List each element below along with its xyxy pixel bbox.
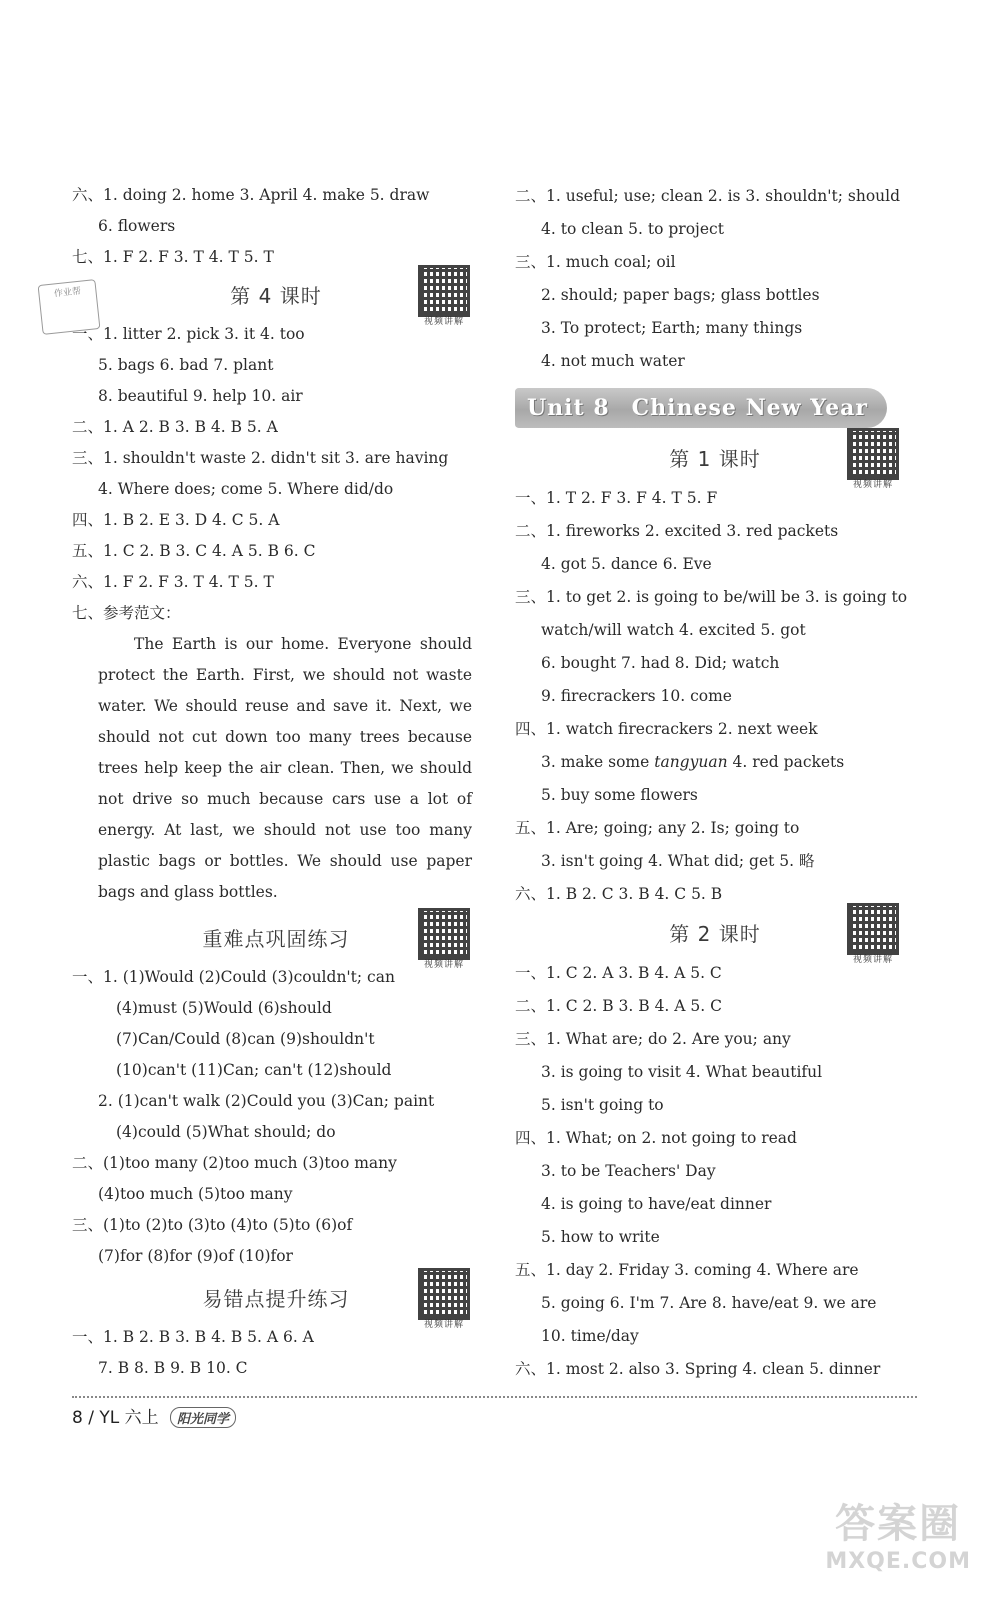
brand-logo: 阳光同学 bbox=[170, 1407, 236, 1428]
answer-line: 五、1. Are; going; any 2. Is; going to bbox=[515, 819, 800, 837]
unit-title: Chinese New Year bbox=[631, 395, 868, 421]
qr-code-icon bbox=[847, 428, 899, 480]
lesson-title: 第 4 课时 bbox=[230, 284, 322, 308]
qr-code[interactable] bbox=[416, 908, 472, 971]
homework-stamp bbox=[38, 279, 101, 335]
lesson-title: 第 2 课时 bbox=[669, 922, 761, 946]
answer-line: 5. bags 6. bad 7. plant bbox=[98, 356, 274, 374]
qr-label: 视频讲解 bbox=[852, 955, 893, 965]
answer-line: (4)too much (5)too many bbox=[98, 1185, 293, 1203]
answer-line bbox=[515, 746, 915, 779]
answer-line: 8. beautiful 9. help 10. air bbox=[98, 387, 303, 405]
qr-code-icon bbox=[418, 1268, 470, 1320]
qr-code[interactable] bbox=[416, 265, 472, 328]
qr-code-icon bbox=[418, 908, 470, 960]
answer-line: 二、1. useful; use; clean 2. is 3. shouldn't; should bbox=[515, 187, 901, 205]
answer-line: 2. should; paper bags; glass bottles bbox=[541, 286, 820, 304]
answer-line: 二、1. A 2. B 3. B 4. B 5. A bbox=[72, 418, 278, 436]
answer-line: 4. got 5. dance 6. Eve bbox=[541, 555, 712, 573]
qr-code-icon bbox=[418, 265, 470, 317]
lesson-title: 第 1 课时 bbox=[669, 447, 761, 471]
answer-line: 二、(1)too many (2)too much (3)too many bbox=[72, 1154, 397, 1172]
answer-line: 一、1. C 2. A 3. B 4. A 5. C bbox=[515, 964, 722, 982]
answer-line: 4. Where does; come 5. Where did/do bbox=[98, 480, 394, 498]
answer-line: 4. to clean 5. to project bbox=[541, 220, 724, 238]
answer-line: (7)Can/Could (8)can (9)shouldn't bbox=[116, 1030, 375, 1048]
answer-line: 三、1. to get 2. is going to be/will be 3. is going to bbox=[515, 588, 908, 606]
footer-divider bbox=[72, 1396, 917, 1400]
answer-line: (10)can't (11)Can; can't (12)should bbox=[116, 1061, 392, 1079]
answer-line: watch/will watch 4. excited 5. got bbox=[541, 621, 806, 639]
answer-line: 3. To protect; Earth; many things bbox=[541, 319, 803, 337]
answer-line: 10. time/day bbox=[541, 1327, 639, 1345]
answer-line: 5. isn't going to bbox=[541, 1096, 664, 1114]
qr-code[interactable] bbox=[416, 1268, 472, 1331]
qr-label: 视频讲解 bbox=[423, 317, 464, 327]
section-heading bbox=[72, 1276, 480, 1330]
answer-text: 4. red packets bbox=[727, 753, 845, 771]
answer-line: 四、1. watch firecrackers 2. next week bbox=[515, 720, 818, 738]
answer-line: 5. how to write bbox=[541, 1228, 660, 1246]
section-title: 易错点提升练习 bbox=[202, 1287, 350, 1311]
answer-line: (4)must (5)Would (6)should bbox=[116, 999, 332, 1017]
right-column bbox=[515, 180, 915, 1386]
lesson-heading bbox=[515, 911, 915, 965]
answer-line: 一、1. T 2. F 3. F 4. T 5. F bbox=[515, 489, 718, 507]
answer-line: 5. going 6. I'm 7. Are 8. have/eat 9. we are bbox=[541, 1294, 877, 1312]
answer-line: 4. is going to have/eat dinner bbox=[541, 1195, 772, 1213]
answer-line: 四、1. B 2. E 3. D 4. C 5. A bbox=[72, 511, 280, 529]
answer-line: 一、1. B 2. B 3. B 4. B 5. A 6. A bbox=[72, 1328, 314, 1346]
watermark-text: 答案圈 bbox=[835, 1501, 962, 1547]
unit-number: Unit 8 bbox=[527, 395, 610, 421]
answer-line: 一、1. (1)Would (2)Could (3)couldn't; can bbox=[72, 968, 395, 986]
answer-line: 6. bought 7. had 8. Did; watch bbox=[541, 654, 780, 672]
left-column bbox=[72, 180, 480, 1384]
answer-italic: tangyuan bbox=[654, 753, 728, 771]
qr-code[interactable] bbox=[845, 428, 901, 491]
answer-line: 3. isn't going 4. What did; get 5. 略 bbox=[541, 852, 815, 870]
answer-line: (7)for (8)for (9)of (10)for bbox=[98, 1247, 293, 1265]
qr-label: 视频讲解 bbox=[423, 1320, 464, 1330]
answer-line: 六、1. most 2. also 3. Spring 4. clean 5. dinner bbox=[515, 1360, 881, 1378]
watermark-url: MXQE.COM bbox=[825, 1549, 971, 1574]
page-footer bbox=[72, 1403, 236, 1428]
answer-text: 3. make some bbox=[541, 753, 655, 771]
answer-line: 7. B 8. B 9. B 10. C bbox=[98, 1359, 248, 1377]
answer-line: 3. is going to visit 4. What beautiful bbox=[541, 1063, 823, 1081]
answer-line: 5. buy some flowers bbox=[541, 786, 698, 804]
answer-line: 9. firecrackers 10. come bbox=[541, 687, 732, 705]
section-heading bbox=[72, 916, 480, 970]
answer-line: 六、1. doing 2. home 3. April 4. make 5. draw bbox=[72, 186, 430, 204]
unit-banner bbox=[515, 388, 887, 428]
answer-line: 五、1. C 2. B 3. C 4. A 5. B 6. C bbox=[72, 542, 316, 560]
answer-line: 4. not much water bbox=[541, 352, 685, 370]
answer-line: 二、1. fireworks 2. excited 3. red packets bbox=[515, 522, 839, 540]
answer-line: 三、1. much coal; oil bbox=[515, 253, 676, 271]
section-title: 重难点巩固练习 bbox=[202, 927, 350, 951]
answer-line: 六、1. B 2. C 3. B 4. C 5. B bbox=[515, 885, 723, 903]
page-number: 8 / YL 六上 bbox=[72, 1408, 159, 1428]
answer-line: 四、1. What; on 2. not going to read bbox=[515, 1129, 797, 1147]
answer-line: 6. flowers bbox=[98, 217, 176, 235]
lesson-heading bbox=[515, 436, 915, 490]
answer-line: 五、1. day 2. Friday 3. coming 4. Where are bbox=[515, 1261, 859, 1279]
answer-line: 三、1. shouldn't waste 2. didn't sit 3. are having bbox=[72, 449, 449, 467]
lesson-heading bbox=[72, 273, 480, 327]
answer-line: 一、1. litter 2. pick 3. it 4. too bbox=[72, 325, 305, 343]
answer-line: 三、(1)to (2)to (3)to (4)to (5)to (6)of bbox=[72, 1216, 353, 1234]
answer-line: 三、1. What are; do 2. Are you; any bbox=[515, 1030, 791, 1048]
qr-label: 视频讲解 bbox=[852, 480, 893, 490]
qr-code[interactable] bbox=[845, 903, 901, 966]
sample-essay: The Earth is our home. Everyone should protect the Earth. First, we should not waste water. We should reuse and save it. Next, we should not cut down too many trees because trees help keep the air clean. Then, we should not drive so much because cars use a lot of energy. At last, we should not use too many plastic bags or bottles. We should use paper bags and glass bottles. bbox=[98, 635, 472, 901]
stamp-text: 作业帮 bbox=[53, 286, 82, 300]
answer-line: 六、1. F 2. F 3. T 4. T 5. T bbox=[72, 573, 274, 591]
answer-line: 2. (1)can't walk (2)Could you (3)Can; paint bbox=[98, 1092, 435, 1110]
answer-line: 七、参考范文： bbox=[72, 604, 181, 622]
answer-line: (4)could (5)What should; do bbox=[116, 1123, 336, 1141]
answer-line: 七、1. F 2. F 3. T 4. T 5. T bbox=[72, 248, 274, 266]
site-watermark bbox=[825, 1492, 971, 1574]
qr-label: 视频讲解 bbox=[423, 960, 464, 970]
answer-line: 3. to be Teachers' Day bbox=[541, 1162, 716, 1180]
answer-line: 二、1. C 2. B 3. B 4. A 5. C bbox=[515, 997, 722, 1015]
qr-code-icon bbox=[847, 903, 899, 955]
